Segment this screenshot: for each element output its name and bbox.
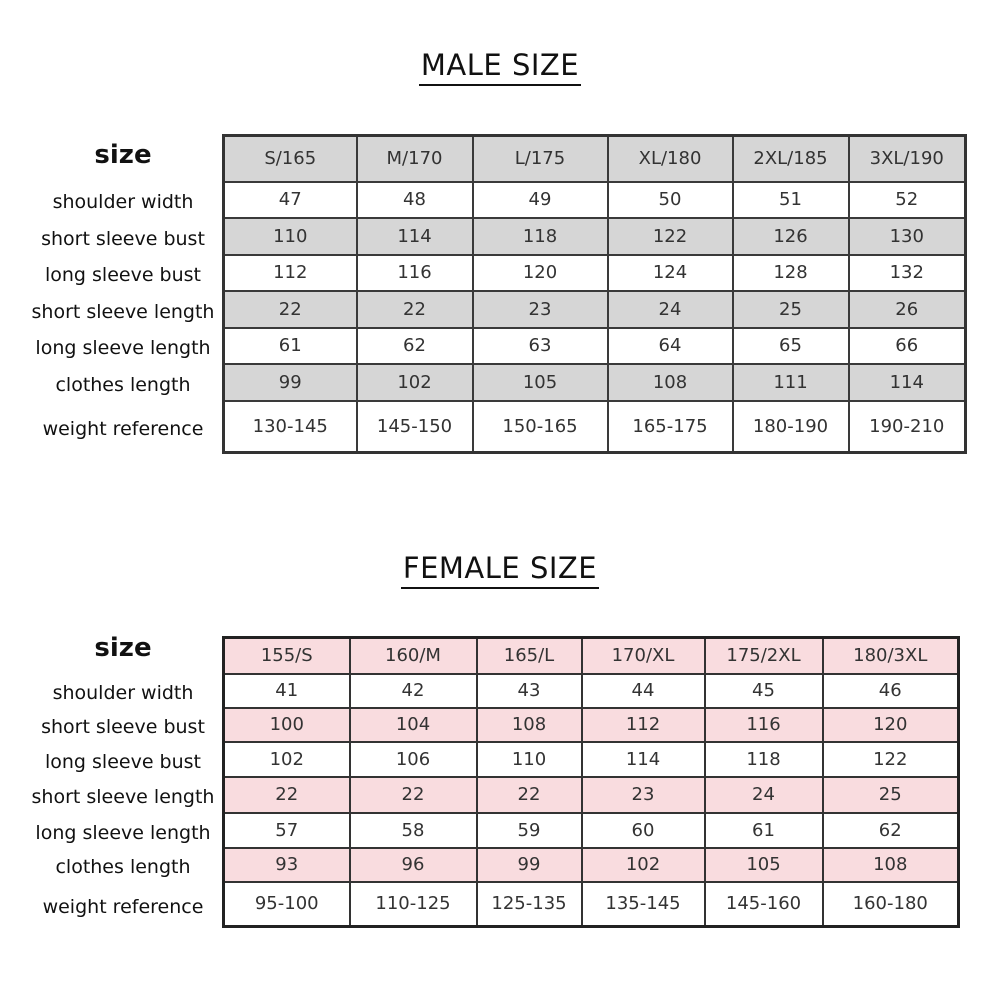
male-size-header-cell: XL/180 bbox=[608, 136, 733, 182]
female-size-title-text: FEMALE SIZE bbox=[401, 551, 599, 589]
male-table-cell: 126 bbox=[733, 218, 849, 255]
female-table-cell: 60 bbox=[582, 813, 705, 848]
female-table-cell: 46 bbox=[823, 674, 959, 708]
male-table-cell: 111 bbox=[733, 364, 849, 401]
male-table-cell: 122 bbox=[608, 218, 733, 255]
male-table-cell: 25 bbox=[733, 291, 849, 328]
female-table-cell: 105 bbox=[705, 848, 823, 882]
male-table-cell: 112 bbox=[224, 255, 357, 291]
male-size-header-cell: 2XL/185 bbox=[733, 136, 849, 182]
female-table-cell: 122 bbox=[823, 742, 959, 777]
male-table-cell: 102 bbox=[357, 364, 473, 401]
male-table-cell: 145-150 bbox=[357, 401, 473, 453]
female-table-cell: 145-160 bbox=[705, 882, 823, 927]
male-table-cell: 26 bbox=[849, 291, 966, 328]
male-size-header-cell: 3XL/190 bbox=[849, 136, 966, 182]
male-row-label: weight reference bbox=[42, 418, 204, 440]
female-table-cell: 135-145 bbox=[582, 882, 705, 927]
female-table-cell: 116 bbox=[705, 708, 823, 742]
female-table-cell: 160-180 bbox=[823, 882, 959, 927]
female-table-row bbox=[224, 882, 959, 927]
female-table-cell: 22 bbox=[477, 777, 582, 813]
female-size-label: size bbox=[94, 633, 152, 663]
female-table-cell: 102 bbox=[582, 848, 705, 882]
male-table-cell: 116 bbox=[357, 255, 473, 291]
female-table-cell: 114 bbox=[582, 742, 705, 777]
female-table-row bbox=[224, 708, 959, 742]
male-table-row bbox=[224, 364, 966, 401]
male-table-cell: 48 bbox=[357, 182, 473, 218]
female-size-title bbox=[0, 551, 1000, 585]
female-table-cell: 43 bbox=[477, 674, 582, 708]
female-table-cell: 108 bbox=[823, 848, 959, 882]
female-table-cell: 42 bbox=[350, 674, 477, 708]
male-table-cell: 47 bbox=[224, 182, 357, 218]
female-row-label: weight reference bbox=[42, 895, 204, 918]
male-table-cell: 190-210 bbox=[849, 401, 966, 453]
female-size-header-cell: 180/3XL bbox=[823, 638, 959, 674]
male-size-label: size bbox=[94, 140, 152, 170]
female-table-cell: 41 bbox=[224, 674, 350, 708]
female-table-cell: 102 bbox=[224, 742, 350, 777]
female-table-cell: 57 bbox=[224, 813, 350, 848]
male-table-cell: 52 bbox=[849, 182, 966, 218]
female-row-label: shoulder width bbox=[52, 682, 194, 704]
male-table-row bbox=[224, 255, 966, 291]
male-size-header-cell: S/165 bbox=[224, 136, 357, 182]
male-table-cell: 65 bbox=[733, 328, 849, 364]
male-table-cell: 22 bbox=[224, 291, 357, 328]
male-table-cell: 180-190 bbox=[733, 401, 849, 453]
female-table-cell: 23 bbox=[582, 777, 705, 813]
female-table-cell: 120 bbox=[823, 708, 959, 742]
female-table-cell: 96 bbox=[350, 848, 477, 882]
female-table-cell: 118 bbox=[705, 742, 823, 777]
female-table-row bbox=[224, 674, 959, 708]
male-table-cell: 165-175 bbox=[608, 401, 733, 453]
female-table-cell: 59 bbox=[477, 813, 582, 848]
female-table-cell: 22 bbox=[224, 777, 350, 813]
female-table-cell: 125-135 bbox=[477, 882, 582, 927]
female-table-cell: 112 bbox=[582, 708, 705, 742]
female-table-cell: 22 bbox=[350, 777, 477, 813]
male-size-title bbox=[0, 48, 1000, 82]
female-table-cell: 100 bbox=[224, 708, 350, 742]
female-table-cell: 58 bbox=[350, 813, 477, 848]
male-table-cell: 24 bbox=[608, 291, 733, 328]
female-table-cell: 24 bbox=[705, 777, 823, 813]
female-row-label: short sleeve bust bbox=[41, 716, 205, 738]
male-size-header-cell: L/175 bbox=[473, 136, 608, 182]
female-size-header-cell: 175/2XL bbox=[705, 638, 823, 674]
male-table-cell: 108 bbox=[608, 364, 733, 401]
male-table-cell: 132 bbox=[849, 255, 966, 291]
male-table-cell: 63 bbox=[473, 328, 608, 364]
male-table-cell: 22 bbox=[357, 291, 473, 328]
female-table-cell: 99 bbox=[477, 848, 582, 882]
male-table-cell: 128 bbox=[733, 255, 849, 291]
female-table-cell: 61 bbox=[705, 813, 823, 848]
male-size-header-cell: M/170 bbox=[357, 136, 473, 182]
male-table-cell: 23 bbox=[473, 291, 608, 328]
female-table-cell: 104 bbox=[350, 708, 477, 742]
male-table-cell: 64 bbox=[608, 328, 733, 364]
male-table-row bbox=[224, 401, 966, 453]
male-row-label: shoulder width bbox=[52, 191, 194, 213]
female-table-cell: 110 bbox=[477, 742, 582, 777]
male-size-table bbox=[222, 134, 967, 454]
female-table-cell: 44 bbox=[582, 674, 705, 708]
female-table-row bbox=[224, 813, 959, 848]
male-row-label: clothes length bbox=[55, 373, 191, 396]
male-table-cell: 114 bbox=[849, 364, 966, 401]
female-table-cell: 62 bbox=[823, 813, 959, 848]
male-table-row bbox=[224, 291, 966, 328]
female-table-cell: 93 bbox=[224, 848, 350, 882]
male-table-cell: 120 bbox=[473, 255, 608, 291]
female-row-label: short sleeve length bbox=[31, 786, 215, 808]
female-size-header-cell: 170/XL bbox=[582, 638, 705, 674]
female-table-cell: 108 bbox=[477, 708, 582, 742]
male-table-cell: 51 bbox=[733, 182, 849, 218]
male-table-cell: 62 bbox=[357, 328, 473, 364]
male-table-cell: 99 bbox=[224, 364, 357, 401]
male-table-cell: 114 bbox=[357, 218, 473, 255]
female-table-cell: 106 bbox=[350, 742, 477, 777]
female-row-label: long sleeve length bbox=[35, 821, 211, 844]
male-table-cell: 124 bbox=[608, 255, 733, 291]
male-table-cell: 50 bbox=[608, 182, 733, 218]
male-size-title-text: MALE SIZE bbox=[419, 48, 581, 86]
male-table-cell: 105 bbox=[473, 364, 608, 401]
male-table-row bbox=[224, 136, 966, 182]
male-row-label: long sleeve length bbox=[35, 337, 211, 359]
female-size-header-cell: 160/M bbox=[350, 638, 477, 674]
female-table-cell: 95-100 bbox=[224, 882, 350, 927]
male-table-row bbox=[224, 182, 966, 218]
female-size-header-cell: 165/L bbox=[477, 638, 582, 674]
male-table-cell: 61 bbox=[224, 328, 357, 364]
male-row-label: long sleeve bust bbox=[44, 264, 202, 286]
male-table-row bbox=[224, 218, 966, 255]
female-table-row bbox=[224, 638, 959, 674]
female-table-row bbox=[224, 742, 959, 777]
male-row-label: short sleeve bust bbox=[41, 227, 205, 250]
male-row-label: short sleeve length bbox=[31, 300, 215, 323]
male-table-cell: 130-145 bbox=[224, 401, 357, 453]
male-table-cell: 130 bbox=[849, 218, 966, 255]
male-table-cell: 110 bbox=[224, 218, 357, 255]
female-table-cell: 25 bbox=[823, 777, 959, 813]
male-table-cell: 66 bbox=[849, 328, 966, 364]
female-size-table bbox=[222, 636, 960, 928]
male-table-row bbox=[224, 328, 966, 364]
male-table-cell: 118 bbox=[473, 218, 608, 255]
female-table-row bbox=[224, 848, 959, 882]
female-table-row bbox=[224, 777, 959, 813]
female-row-label: long sleeve bust bbox=[44, 750, 202, 773]
female-table-cell: 45 bbox=[705, 674, 823, 708]
female-row-label: clothes length bbox=[55, 856, 191, 878]
male-table-cell: 150-165 bbox=[473, 401, 608, 453]
male-table-cell: 49 bbox=[473, 182, 608, 218]
female-size-header-cell: 155/S bbox=[224, 638, 350, 674]
female-table-cell: 110-125 bbox=[350, 882, 477, 927]
